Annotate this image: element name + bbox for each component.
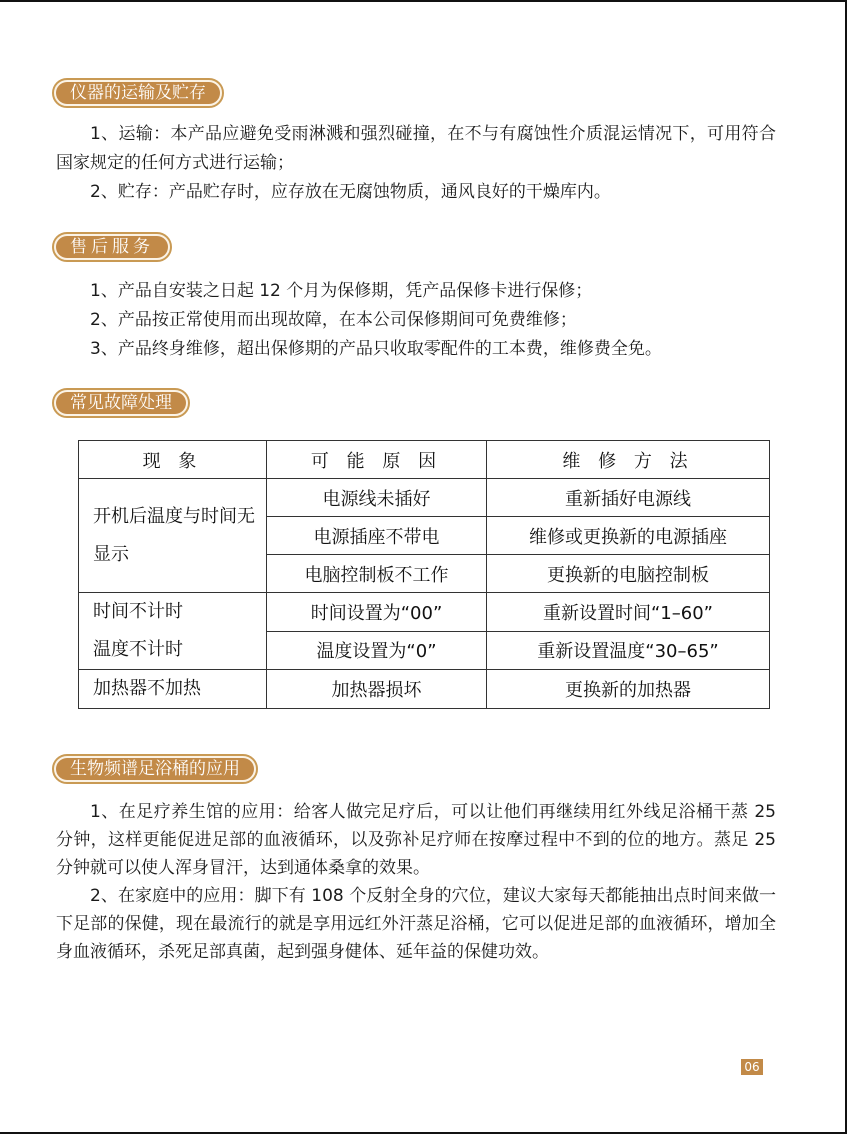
header-cause: 可 能 原 因: [267, 441, 487, 479]
table-row: [79, 593, 770, 632]
cause-cell: 温度设置为“0”: [267, 631, 487, 670]
transport-line-1: 1、运输：本产品应避免受雨淋溅和强烈碰撞，在不与有腐蚀性介质混运情况下，可用符合国家规定的任何方式进行运输；: [56, 124, 776, 173]
fix-cell: 重新设置时间“1–60”: [487, 593, 770, 632]
table-header-row: [79, 441, 770, 479]
fix-cell: 更换新的加热器: [487, 670, 770, 709]
symptom-temp: 温度不计时: [93, 639, 183, 660]
application-paragraph-1: 1、在足疗养生馆的应用：给客人做完足疗后，可以让他们再继续用红外线足浴桶干蒸 25 分钟，这样更能促进足部的血液循环，以及弥补足疗师在按摩过程中不到的位的地方。蒸足 25 分钟就可以使人浑身冒汗，达到通体桑拿的效果。: [56, 802, 776, 878]
cause-cell: 电源线未插好: [267, 479, 487, 517]
symptom-time: 时间不计时: [93, 601, 183, 622]
table-row: [79, 479, 770, 517]
cause-cell: 电脑控制板不工作: [267, 555, 487, 593]
service-line-3: 3、产品终身维修，超出保修期的产品只收取零配件的工本费，维修费全免。: [90, 339, 662, 359]
application-paragraph-2: 2、在家庭中的应用：脚下有 108 个反射全身的穴位，建议大家每天都能抽出点时间来做一下足部的保健，现在最流行的就是享用远红外汗蒸足浴桶，它可以促进足部的血液循环，增加全身血液循环，杀死足部真菌，起到强身健体、延年益的保健功效。: [56, 886, 776, 962]
section-title-faults: 常见故障处理: [52, 388, 190, 418]
symptom-not-timing: [79, 593, 267, 670]
application-text: [56, 798, 776, 966]
service-text: [56, 277, 776, 364]
table-row: [79, 670, 770, 709]
fix-cell: 重新设置温度“30–65”: [487, 631, 770, 670]
cause-cell: 时间设置为“00”: [267, 593, 487, 632]
fix-cell: 重新插好电源线: [487, 479, 770, 517]
service-line-2: 2、产品按正常使用而出现故障，在本公司保修期间可免费维修；: [90, 310, 577, 330]
symptom-no-heat: 加热器不加热: [79, 670, 267, 709]
transport-line-2: 2、贮存：产品贮存时，应存放在无腐蚀物质，通风良好的干燥库内。: [90, 182, 611, 202]
cause-cell: 电源插座不带电: [267, 517, 487, 555]
fault-table: [78, 440, 770, 709]
transport-text: [56, 120, 776, 207]
cause-cell: 加热器损坏: [267, 670, 487, 709]
service-line-1: 1、产品自安装之日起 12 个月为保修期，凭产品保修卡进行保修；: [90, 281, 593, 301]
symptom-no-display: 开机后温度与时间无显示: [79, 479, 267, 593]
section-title-service: 售后服务: [52, 232, 172, 262]
fix-cell: 更换新的电脑控制板: [487, 555, 770, 593]
fix-cell: 维修或更换新的电源插座: [487, 517, 770, 555]
header-fix: 维 修 方 法: [487, 441, 770, 479]
section-title-transport: 仪器的运输及贮存: [52, 78, 224, 108]
page-number: 06: [741, 1059, 763, 1075]
section-title-application: 生物频谱足浴桶的应用: [52, 754, 258, 784]
header-symptom: 现 象: [79, 441, 267, 479]
